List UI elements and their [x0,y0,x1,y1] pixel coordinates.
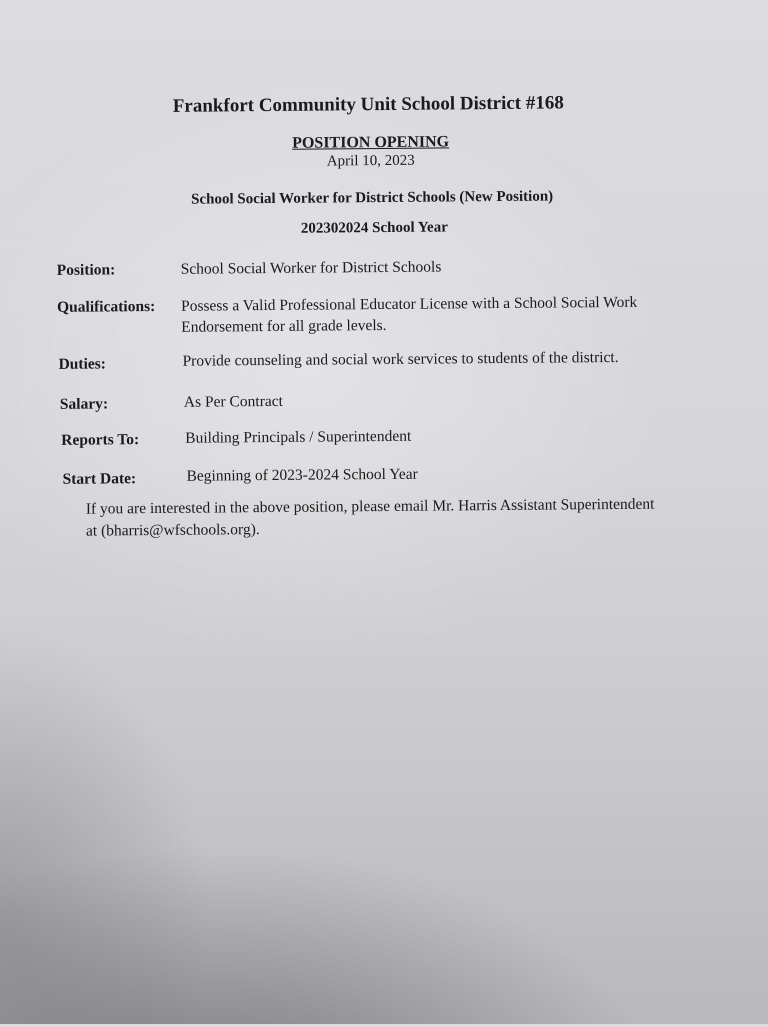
detail-value-line: Endorsement for all grade levels. [181,316,387,336]
notice-heading: POSITION OPENING [292,133,450,152]
contact-line: at (bharris@wfschools.org). [85,521,260,540]
detail-label: Salary: [59,395,109,413]
detail-value-line: Beginning of 2023-2024 School Year [186,465,418,485]
detail-label: Start Date: [62,470,137,488]
detail-value-line: As Per Contract [183,392,283,411]
detail-label: Qualifications: [56,297,156,316]
school-year: 202302024 School Year [300,219,448,237]
detail-value-line: Possess a Valid Professional Educator License with a School Social Work [180,293,638,315]
district-name: Frankfort Community Unit School District #168 [172,92,564,117]
detail-value [186,464,417,487]
detail-value-line: Building Principals / Superintendent [185,427,412,447]
detail-value-line: School Social Worker for District Schools [180,258,442,278]
detail-value [184,391,283,413]
posting-date: April 10, 2023 [326,152,415,170]
detail-label: Position: [56,261,116,279]
detail-label: Duties: [58,355,106,373]
detail-value [181,256,442,279]
contact-line: If you are interested in the above position, please email Mr. Harris Assistant Superintendent [85,495,655,518]
contact-instructions [86,493,706,542]
detail-value [185,426,411,449]
detail-value [182,347,618,372]
detail-value-line: Provide counseling and social work services to students of the district. [182,348,619,370]
detail-value [181,292,638,338]
job-title: School Social Worker for District Schools (New Position) [191,188,554,208]
detail-label: Reports To: [61,431,140,449]
